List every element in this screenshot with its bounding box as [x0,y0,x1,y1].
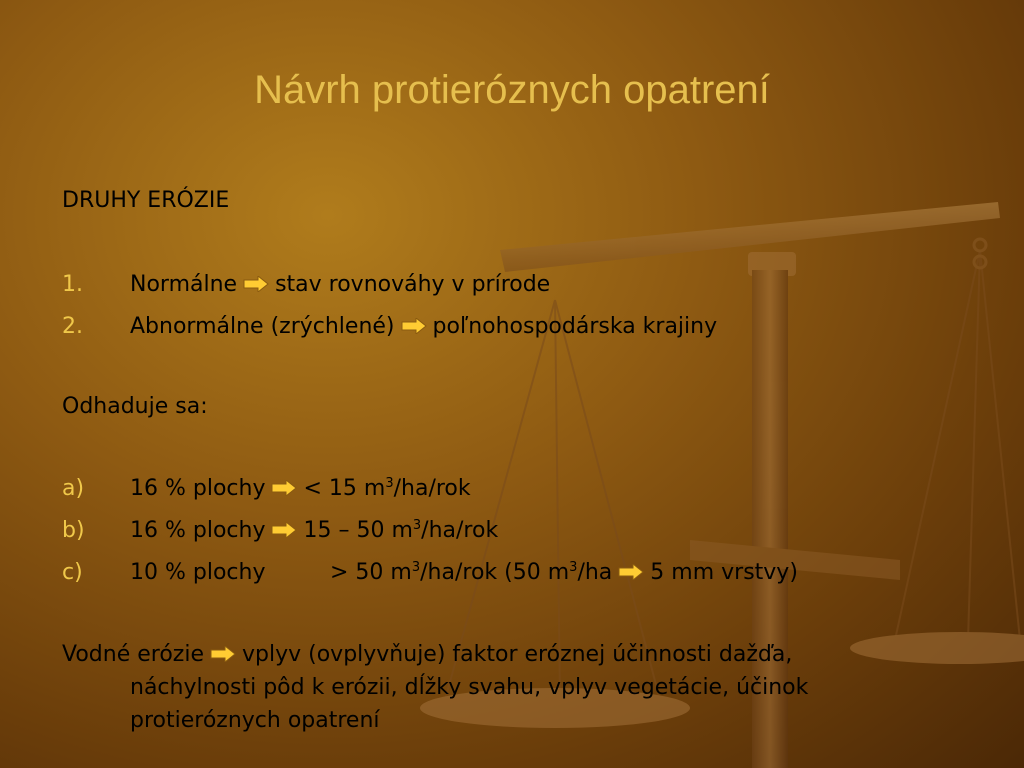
water-erosion-paragraph [62,638,962,737]
list-marker: b) [62,518,85,543]
type-label: Abnormálne (zrýchlené) [130,314,395,339]
estimate-unit-ha: /ha [577,560,613,585]
water-erosion-line-1: vplyv (ovplyvňuje) faktor eróznej účinnosti dažďa, [242,642,793,667]
arrow-right-icon [243,276,269,292]
list-marker: 2. [62,314,83,339]
estimate-unit: /ha/rok [393,476,471,501]
estimate-area: 16 % plochy [130,476,266,501]
slide-title: Návrh protieróznych opatrení [254,68,770,112]
exponent: 3 [411,560,421,575]
arrow-right-icon [401,318,427,334]
heading-erosion-types: DRUHY ERÓZIE [62,188,230,213]
exponent: 3 [385,476,394,491]
estimate-value: > 50 m [330,560,412,585]
estimate-value: < 15 m [303,476,386,501]
estimate-label: Odhaduje sa: [62,394,208,419]
list-marker: 1. [62,272,83,297]
estimate-unit: /ha/rok [421,518,499,543]
arrow-right-icon [271,522,297,538]
type-label: Normálne [130,272,238,297]
estimate-unit: /ha/rok (50 m [420,560,570,585]
arrow-right-icon [210,646,236,662]
estimate-depth: 5 mm vrstvy) [650,560,798,585]
estimate-value: 15 – 50 m [303,518,413,543]
estimate-area: 16 % plochy [130,518,266,543]
water-erosion-line-3: protieróznych opatrení [130,708,380,733]
water-erosion-label: Vodné erózie [62,642,204,667]
exponent: 3 [569,560,578,575]
list-marker: c) [62,560,83,585]
water-erosion-line-2: náchylnosti pôd k erózii, dĺžky svahu, vplyv vegetácie, účinok [130,675,809,700]
exponent: 3 [412,518,422,533]
arrow-right-icon [618,564,644,580]
estimate-area: 10 % plochy [130,560,266,585]
type-description: poľnohospodárska krajiny [432,314,718,339]
list-marker: a) [62,476,85,501]
arrow-right-icon [271,480,297,496]
type-description: stav rovnováhy v prírode [275,272,551,297]
